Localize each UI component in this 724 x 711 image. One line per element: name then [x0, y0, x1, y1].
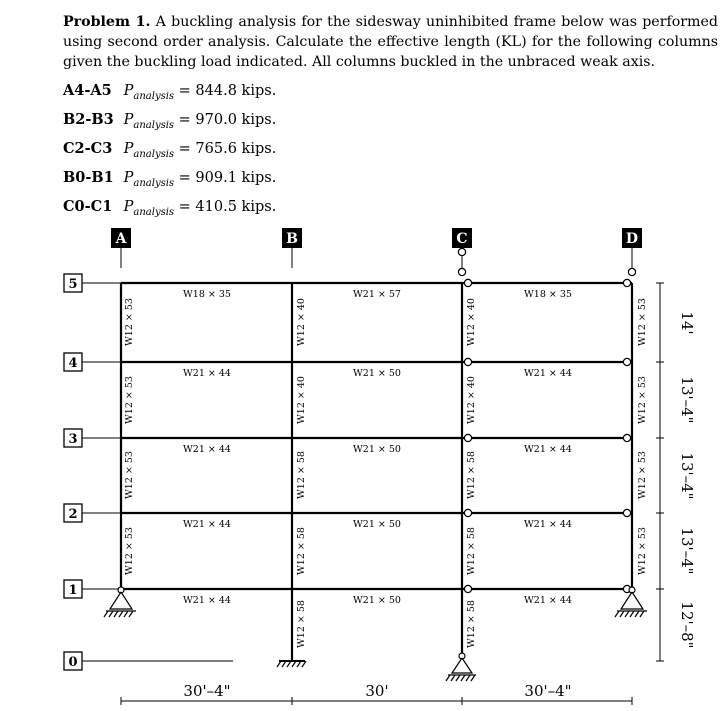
gridline-tag-b [282, 228, 302, 268]
column-label: W12 × 53 [637, 527, 648, 575]
hinge-c-top [458, 248, 465, 255]
column-id: C0-C1 [63, 198, 113, 215]
hinge-c-top-2 [458, 268, 465, 275]
level-tag-5 [64, 274, 121, 292]
column-label: W12 × 53 [124, 451, 135, 499]
load-symbol: P [123, 199, 134, 215]
hinge-d-top [628, 268, 635, 275]
level-tag-4 [64, 353, 121, 371]
beam-labels [183, 289, 572, 606]
story-height-dimensions [656, 283, 664, 661]
load-value: = 410.5 kips. [178, 199, 277, 215]
story-height-label: 14' [678, 311, 696, 335]
column-label: W12 × 53 [124, 376, 135, 424]
bay-width-labels [183, 682, 571, 700]
column-label: W12 × 40 [466, 376, 477, 424]
story-height-labels [678, 311, 696, 648]
svg-text:B: B [286, 231, 298, 247]
column-label: W12 × 58 [466, 600, 477, 648]
support-d-pinned [615, 587, 647, 617]
svg-text:1: 1 [68, 583, 78, 598]
column-label: W12 × 58 [296, 600, 307, 648]
level-tag-3 [64, 429, 121, 447]
beam-label: W21 × 44 [524, 519, 572, 530]
load-subscript: analysis [133, 206, 175, 218]
column-id: A4-A5 [63, 82, 112, 99]
story-height-label: 13'–4" [678, 452, 696, 500]
load-symbol: P [123, 141, 134, 157]
story-height-label: 13'–4" [678, 376, 696, 424]
pin-connections [458, 248, 635, 592]
beam-label: W21 × 44 [183, 519, 231, 530]
svg-text:A: A [115, 231, 127, 247]
beam-label: W21 × 44 [183, 444, 231, 455]
hinge-d-left-2 [623, 509, 630, 516]
load-symbol: P [123, 170, 134, 186]
svg-text:3: 3 [68, 432, 78, 447]
hinge-c-right-2 [464, 509, 471, 516]
level-tag-0 [64, 652, 233, 670]
column-label: W12 × 53 [637, 376, 648, 424]
story-height-label: 13'–4" [678, 527, 696, 575]
support-b-fixed [277, 661, 306, 667]
svg-text:2: 2 [68, 507, 78, 522]
bay-width-label: 30' [365, 682, 389, 700]
hinge-c-right-4 [464, 358, 471, 365]
load-subscript: analysis [133, 119, 175, 131]
level-tag-2 [64, 504, 121, 522]
column-label: W12 × 58 [466, 527, 477, 575]
svg-text:5: 5 [68, 277, 78, 292]
svg-text:C: C [456, 231, 468, 247]
beam-label: W21 × 50 [353, 519, 401, 530]
load-value: = 765.6 kips. [178, 141, 277, 157]
support-c-pinned [446, 653, 476, 681]
column-label: W12 × 40 [296, 376, 307, 424]
load-symbol: P [123, 112, 134, 128]
beam-label: W18 × 35 [183, 289, 231, 300]
hinge-d-left-3 [623, 434, 630, 441]
beam-label: W21 × 50 [353, 368, 401, 379]
load-subscript: analysis [133, 90, 175, 102]
column-label: W12 × 58 [296, 451, 307, 499]
load-symbol: P [123, 83, 134, 99]
beam-label: W21 × 44 [183, 368, 231, 379]
beam-label: W21 × 50 [353, 595, 401, 606]
gridline-tags [111, 228, 642, 268]
beam-label: W21 × 57 [353, 289, 401, 300]
column-label: W12 × 53 [124, 527, 135, 575]
hinge-c-right-1 [464, 585, 471, 592]
level-tag-1 [64, 580, 121, 598]
beam-label: W21 × 50 [353, 444, 401, 455]
svg-text:0: 0 [68, 655, 78, 670]
hinge-c-right-5 [464, 279, 471, 286]
beam-label: W21 × 44 [524, 368, 572, 379]
beam-label: W21 × 44 [183, 595, 231, 606]
story-height-label: 12'–8" [678, 601, 696, 649]
column-id: C2-C3 [63, 140, 113, 157]
svg-text:4: 4 [68, 356, 78, 371]
column-label: W12 × 58 [466, 451, 477, 499]
bay-width-label: 30'–4" [524, 682, 572, 700]
beam-label: W21 × 44 [524, 444, 572, 455]
problem-text: A buckling analysis for the sidesway uninhibited frame below was performed using second order analysis. Calculate the effective length (KL) for the following columns given the buckling load indicated. All columns buckled in the unbraced weak axis. [63, 14, 718, 70]
column-label: W12 × 40 [296, 298, 307, 346]
support-a-pinned [104, 587, 136, 617]
column-label: W12 × 58 [296, 527, 307, 575]
beam-label: W18 × 35 [524, 289, 572, 300]
column-label: W12 × 40 [466, 298, 477, 346]
hinge-d-left-5 [623, 279, 630, 286]
beams [121, 283, 632, 589]
problem-label: Problem 1. [63, 14, 151, 30]
column-label: W12 × 53 [124, 298, 135, 346]
hinge-d-left-4 [623, 358, 630, 365]
level-tags [64, 274, 233, 670]
column-id: B0-B1 [63, 169, 114, 186]
bay-width-label: 30'–4" [183, 682, 231, 700]
column-label: W12 × 53 [637, 451, 648, 499]
load-value: = 970.0 kips. [178, 112, 277, 128]
svg-text:D: D [625, 231, 639, 247]
gridline-tag-a [111, 228, 131, 268]
load-subscript: analysis [133, 177, 175, 189]
column-id: B2-B3 [63, 111, 114, 128]
gridline-tag-d [622, 228, 642, 268]
beam-label: W21 × 44 [524, 595, 572, 606]
load-value: = 909.1 kips. [178, 170, 277, 186]
load-value: = 844.8 kips. [178, 83, 277, 99]
column-label: W12 × 53 [637, 298, 648, 346]
load-subscript: analysis [133, 148, 175, 160]
hinge-c-right-3 [464, 434, 471, 441]
